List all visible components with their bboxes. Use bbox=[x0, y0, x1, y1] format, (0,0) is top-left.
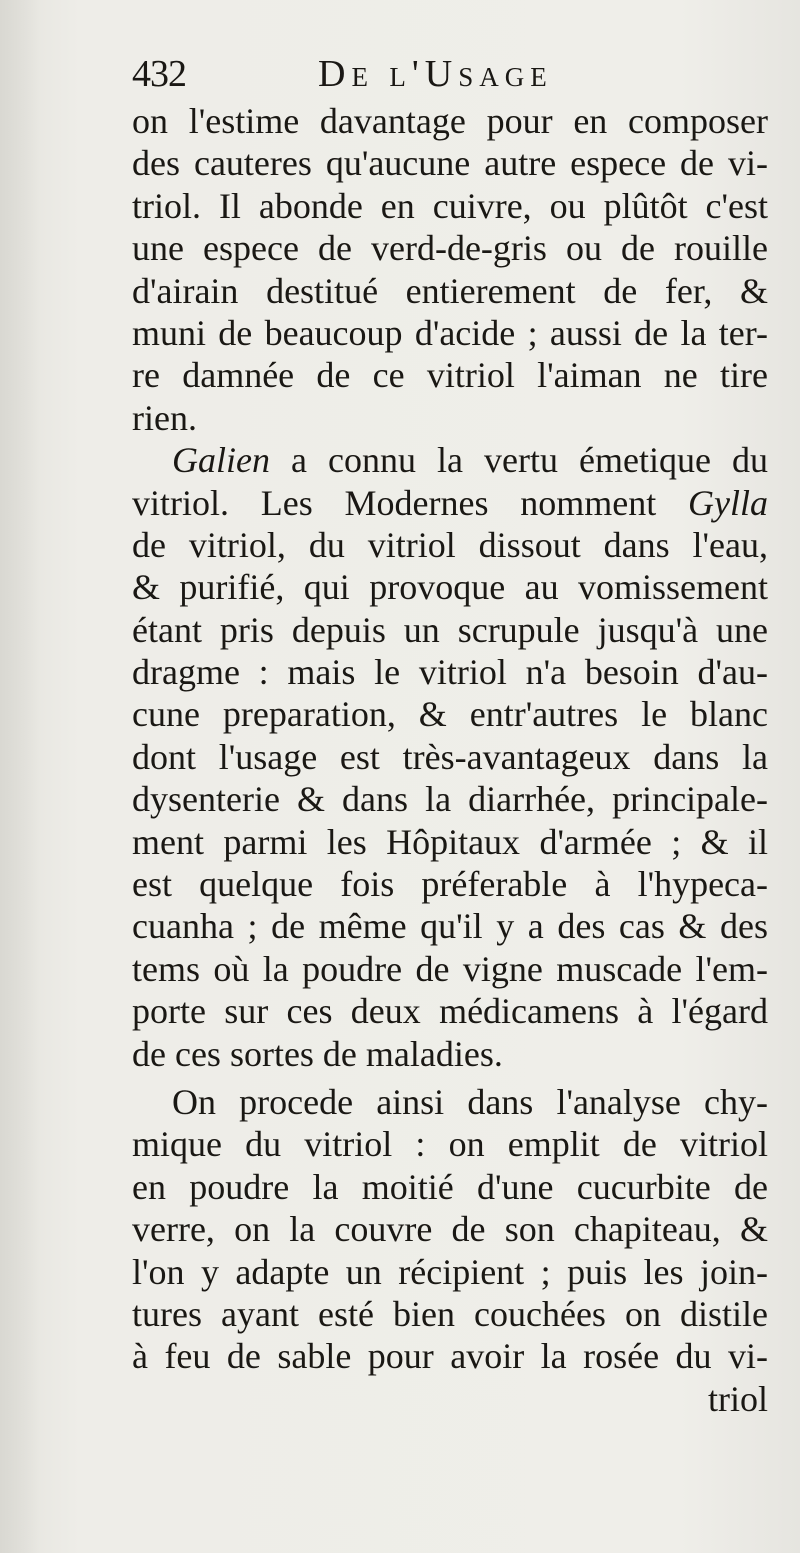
paragraph-3 bbox=[132, 1081, 768, 1378]
text-line: dysenterie & dans la diarrhée, principale- bbox=[132, 779, 768, 820]
text-line: cune preparation, & entr'autres le blanc bbox=[132, 694, 768, 735]
text-line: en poudre la moitié d'une cucurbite de bbox=[132, 1166, 768, 1207]
running-head bbox=[132, 48, 602, 100]
text-line: vitriol. Les Modernes nomment Gylla bbox=[132, 482, 768, 523]
text-line: & purifié, qui provoque au vomissement bbox=[132, 567, 768, 608]
text-line: rien. bbox=[132, 397, 197, 438]
text-line: tures ayant esté bien couchées on distile bbox=[132, 1293, 768, 1334]
text-line: muni de beaucoup d'acide ; aussi de la ter- bbox=[132, 312, 768, 353]
text-line: Galien a connu la vertu émetique du bbox=[172, 440, 768, 481]
text-line: de vitriol, du vitriol dissout dans l'eau, bbox=[132, 524, 768, 565]
text-block bbox=[132, 100, 768, 1420]
text-line: mique du vitriol : on emplit de vitriol bbox=[132, 1124, 768, 1165]
text-line: une espece de verd-de-gris ou de rouille bbox=[132, 228, 768, 269]
text-line: à feu de sable pour avoir la rosée du vi- bbox=[132, 1336, 768, 1377]
text-line: tems où la poudre de vigne muscade l'em- bbox=[132, 948, 768, 989]
text-line: triol. Il abonde en cuivre, ou plûtôt c'est bbox=[132, 185, 768, 226]
text-line: l'on y adapte un récipient ; puis les join- bbox=[132, 1251, 768, 1292]
text-line: des cauteres qu'aucune autre espece de vi- bbox=[132, 143, 768, 184]
paragraph-2 bbox=[132, 439, 768, 1075]
text-line: de ces sortes de maladies. bbox=[132, 1033, 503, 1074]
text-line: on l'estime davantage pour en composer bbox=[132, 101, 768, 141]
running-title: De l'Usage bbox=[318, 53, 553, 95]
text-line: cuanha ; de même qu'il y a des cas & des bbox=[132, 906, 768, 947]
page-gutter-shadow bbox=[0, 0, 40, 1553]
text-line: verre, on la couvre de son chapiteau, & bbox=[132, 1209, 768, 1250]
text-line: On procede ainsi dans l'analyse chy- bbox=[172, 1081, 768, 1122]
catchword: triol bbox=[708, 1378, 768, 1419]
text-line: porte sur ces deux médicamens à l'égard bbox=[132, 991, 768, 1032]
text-line: étant pris depuis un scrupule jusqu'à une bbox=[132, 609, 768, 650]
page-number: 432 bbox=[132, 53, 186, 95]
text-line: d'airain destitué entierement de fer, & bbox=[132, 270, 768, 311]
paragraph-1 bbox=[132, 100, 768, 439]
text-line: re damnée de ce vitriol l'aiman ne tire bbox=[132, 355, 768, 396]
text-line: dragme : mais le vitriol n'a besoin d'au- bbox=[132, 652, 768, 693]
text-line: dont l'usage est très-avantageux dans la bbox=[132, 736, 768, 777]
text-line: est quelque fois préferable à l'hypeca- bbox=[132, 864, 768, 905]
text-line: ment parmi les Hôpitaux d'armée ; & il bbox=[132, 821, 768, 862]
